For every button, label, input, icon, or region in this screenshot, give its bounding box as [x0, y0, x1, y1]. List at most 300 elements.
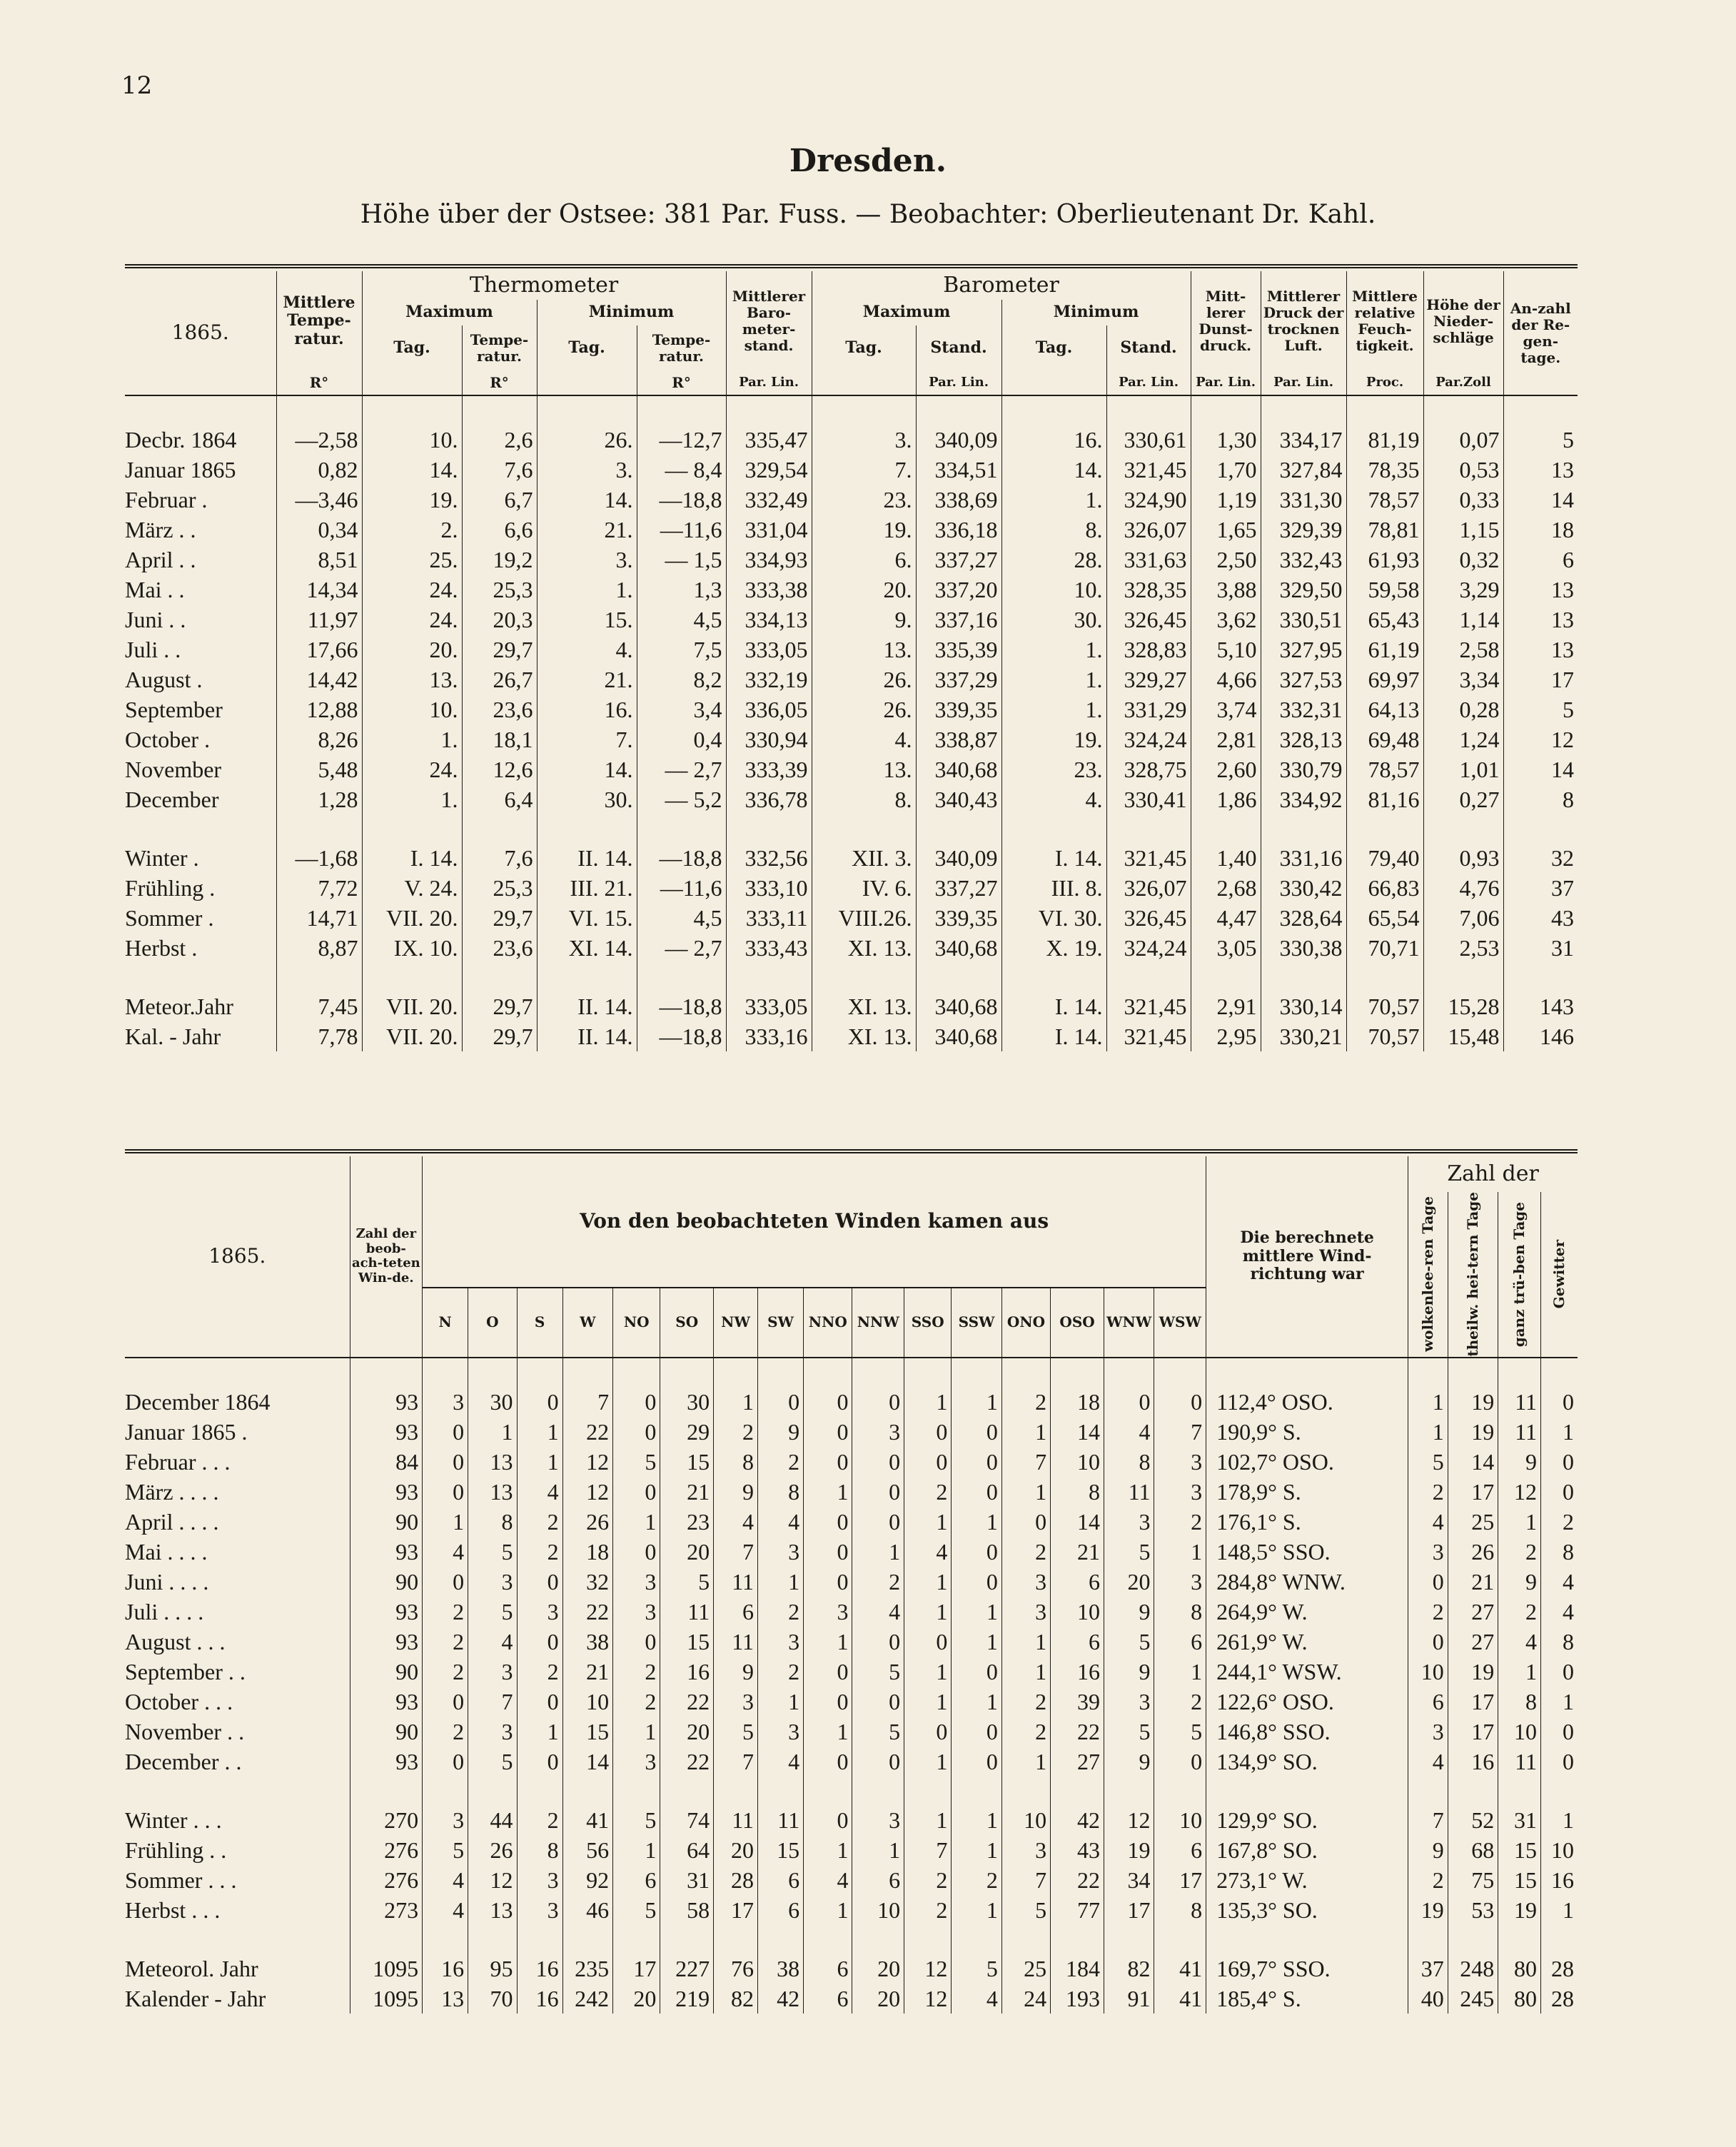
t1-month-cell: —12,7 — [637, 425, 726, 455]
t1-month-cell: 334,17 — [1261, 425, 1346, 455]
spacer-cell — [350, 1777, 422, 1805]
t1-month-cell: 65,43 — [1346, 605, 1423, 635]
t1-bmax-day-header: Tag. — [812, 325, 916, 371]
t2-month-cell: 3 — [613, 1747, 660, 1777]
spacer-cell — [1191, 963, 1261, 991]
t2-month-cell: 1 — [517, 1447, 562, 1477]
spacer-cell — [562, 1925, 613, 1954]
t1-season-cell: I. 14. — [1001, 843, 1106, 873]
t2-season-cell: 1 — [952, 1835, 1002, 1865]
spacer-cell — [726, 814, 812, 843]
t2-month-cell: 0 — [517, 1747, 562, 1777]
t2-month-cell: 39 — [1051, 1687, 1104, 1717]
spacer-cell — [1191, 395, 1261, 425]
t2-year-cell: 82 — [1104, 1954, 1154, 1984]
t2-month-cell: 0 — [1154, 1387, 1206, 1417]
t1-baro-max-header: Maximum — [812, 300, 1001, 325]
t2-month-cell: 4 — [517, 1477, 562, 1507]
t1-month-cell: 1. — [537, 575, 637, 605]
t2-dir-header: O — [468, 1288, 517, 1358]
t2-season-cell: 4 — [423, 1895, 468, 1925]
t2-month-cell: 0 — [1154, 1747, 1206, 1777]
spacer-cell — [1503, 395, 1578, 425]
t1-season-cell: 4,5 — [637, 903, 726, 933]
t2-season-cell: 273,1° W. — [1206, 1865, 1408, 1895]
spacer-cell — [276, 814, 362, 843]
spacer-cell — [1001, 1925, 1050, 1954]
t2-month-cell: 1 — [1001, 1747, 1050, 1777]
t2-month-cell: 9 — [1104, 1747, 1154, 1777]
t2-year-row — [125, 1954, 1578, 1984]
t2-year-cell: 28 — [1541, 1954, 1578, 1984]
t2-month-cell: 1 — [952, 1597, 1002, 1627]
t1-month-row-label: Juli . . — [125, 637, 181, 662]
t1-month-cell: 2,6 — [462, 425, 537, 455]
t2-year-header: 1865. — [125, 1156, 350, 1358]
t1-season-cell: 321,45 — [1106, 843, 1191, 873]
t1-month-cell: 7. — [537, 724, 637, 754]
t1-month-cell: 59,58 — [1346, 575, 1423, 605]
t2-season-cell: 0 — [804, 1805, 852, 1835]
t2-month-cell: 0 — [613, 1387, 660, 1417]
t2-month-cell: 0 — [804, 1507, 852, 1537]
t2-month-cell: 12 — [562, 1477, 613, 1507]
t2-month-cell: 11 — [714, 1627, 758, 1657]
t2-month-cell: 0 — [804, 1447, 852, 1477]
t1-year-cell: I. 14. — [1001, 991, 1106, 1021]
spacer-cell — [660, 1358, 714, 1387]
t1-month-cell: 2,58 — [1423, 635, 1503, 665]
t2-month-cell: 1 — [904, 1567, 952, 1597]
t1-month-cell: 328,75 — [1106, 754, 1191, 784]
t1-year-cell: 29,7 — [462, 991, 537, 1021]
t2-season-cell: 1 — [613, 1835, 660, 1865]
t2-month-cell: 4 — [1498, 1627, 1541, 1657]
spacer-row — [125, 395, 1578, 425]
t1-month-cell: 324,90 — [1106, 485, 1191, 515]
t2-month-cell: 7 — [1001, 1447, 1050, 1477]
t2-month-row — [125, 1687, 1578, 1717]
t1-month-cell: 3,88 — [1191, 575, 1261, 605]
t2-month-cell: 0 — [517, 1687, 562, 1717]
t2-season-cell: 31 — [660, 1865, 714, 1895]
t1-month-cell: 19,2 — [462, 545, 537, 575]
t1-month-cell: 334,92 — [1261, 784, 1346, 814]
t2-month-cell: 1 — [517, 1417, 562, 1447]
t1-month-cell: 14 — [1503, 485, 1578, 515]
t1-month-cell: 3. — [537, 455, 637, 485]
t2-month-cell: 2 — [613, 1657, 660, 1687]
t2-season-cell: 44 — [468, 1805, 517, 1835]
t2-season-cell: 77 — [1051, 1895, 1104, 1925]
t1-year-cell: XI. 13. — [812, 1021, 916, 1051]
t2-month-cell: 9 — [714, 1477, 758, 1507]
t2-month-cell: 176,1° S. — [1206, 1507, 1408, 1537]
t1-month-cell: 8. — [1001, 515, 1106, 545]
spacer-cell — [1206, 1925, 1408, 1954]
t2-month-cell: 22 — [562, 1597, 613, 1627]
t2-month-cell: 0 — [1541, 1477, 1578, 1507]
t2-month-cell: 3 — [517, 1597, 562, 1627]
t1-month-cell: 15. — [537, 605, 637, 635]
t1-year-cell: 340,68 — [916, 1021, 1001, 1051]
t1-season-cell: XI. 14. — [537, 933, 637, 963]
spacer-cell — [1001, 1358, 1050, 1387]
t1-month-cell: 328,35 — [1106, 575, 1191, 605]
t1-season-cell: 328,64 — [1261, 903, 1346, 933]
t2-season-cell: 16 — [1541, 1865, 1578, 1895]
t2-year-cell: 1095 — [350, 1954, 422, 1984]
t1-month-cell: 13 — [1503, 605, 1578, 635]
spacer-cell — [637, 395, 726, 425]
t1-season-cell: 324,24 — [1106, 933, 1191, 963]
t1-month-row — [125, 515, 1578, 545]
t2-month-row — [125, 1507, 1578, 1537]
t2-season-cell: 4 — [423, 1865, 468, 1895]
t1-month-cell: 333,39 — [726, 754, 812, 784]
t2-year-cell: 16 — [517, 1954, 562, 1984]
t2-month-cell: 21 — [1448, 1567, 1498, 1597]
t2-month-cell: 0 — [517, 1627, 562, 1657]
spacer-cell — [362, 395, 462, 425]
t2-month-cell: 2 — [1001, 1687, 1050, 1717]
spacer-cell — [276, 963, 362, 991]
t2-month-cell: 1 — [952, 1387, 1002, 1417]
t1-month-cell: 8,2 — [637, 665, 726, 694]
spacer-cell — [1498, 1777, 1541, 1805]
t1-month-cell: 3,62 — [1191, 605, 1261, 635]
climate-table — [125, 271, 1578, 1051]
spacer-cell — [1541, 1925, 1578, 1954]
t1-month-cell: 26. — [812, 665, 916, 694]
t2-month-cell: 3 — [1001, 1597, 1050, 1627]
t2-season-cell: 15 — [758, 1835, 804, 1865]
t1-month-cell: 334,13 — [726, 605, 812, 635]
t2-dir-header: OSO — [1051, 1288, 1104, 1358]
t2-season-cell: 5 — [613, 1805, 660, 1835]
t1-season-cell: 332,56 — [726, 843, 812, 873]
t1-month-cell: 328,13 — [1261, 724, 1346, 754]
t1-month-row-label: November — [125, 757, 222, 782]
t1-month-cell: 20,3 — [462, 605, 537, 635]
t2-month-row — [125, 1387, 1578, 1417]
t1-month-cell: 1. — [1001, 694, 1106, 724]
t2-month-cell: 18 — [562, 1537, 613, 1567]
t2-month-cell: 0 — [952, 1747, 1002, 1777]
t1-season-row-label: Sommer . — [125, 905, 214, 931]
t2-month-row-label: Juli . . . . — [125, 1598, 204, 1625]
t2-month-cell: 0 — [904, 1627, 952, 1657]
t1-year-cell: —18,8 — [637, 1021, 726, 1051]
t2-dir-header: NO — [613, 1288, 660, 1358]
t2-month-cell: 1 — [1001, 1417, 1050, 1447]
t1-month-cell: 0,32 — [1423, 545, 1503, 575]
t1-unit-humidity: Proc. — [1346, 371, 1423, 395]
t2-season-cell: 1 — [1541, 1895, 1578, 1925]
t2-month-row — [125, 1657, 1578, 1687]
t2-month-cell: 22 — [660, 1687, 714, 1717]
t1-month-cell: 14 — [1503, 754, 1578, 784]
t2-month-cell: 1 — [423, 1507, 468, 1537]
t2-season-cell: 167,8° SO. — [1206, 1835, 1408, 1865]
t2-year-cell: 41 — [1154, 1954, 1206, 1984]
t2-season-cell: 276 — [350, 1865, 422, 1895]
t2-season-cell: 2 — [1408, 1865, 1448, 1895]
t1-year-cell: VII. 20. — [362, 1021, 462, 1051]
t2-month-cell: 1 — [468, 1417, 517, 1447]
spacer-cell — [952, 1777, 1002, 1805]
spacer-cell — [1261, 814, 1346, 843]
t1-month-cell: 0,82 — [276, 455, 362, 485]
t1-month-cell: 330,51 — [1261, 605, 1346, 635]
t1-season-cell: V. 24. — [362, 873, 462, 903]
t2-month-cell: 0 — [1001, 1507, 1050, 1537]
t2-month-cell: 2 — [1154, 1507, 1206, 1537]
t1-month-cell: 6. — [812, 545, 916, 575]
spacer-cell — [1498, 1925, 1541, 1954]
t1-season-cell: —18,8 — [637, 843, 726, 873]
t2-month-cell: 264,9° W. — [1206, 1597, 1408, 1627]
t1-month-cell: —3,46 — [276, 485, 362, 515]
t1-season-cell: 326,07 — [1106, 873, 1191, 903]
t1-month-cell: 23. — [812, 485, 916, 515]
t2-season-cell: 75 — [1448, 1865, 1498, 1895]
t2-month-cell: 2 — [517, 1507, 562, 1537]
t1-month-row — [125, 665, 1578, 694]
t2-count-header: Zahl der beob-ach-teten Win-de. — [350, 1156, 422, 1358]
t2-month-cell: 4 — [758, 1747, 804, 1777]
t2-month-cell: 5 — [468, 1747, 517, 1777]
t1-month-cell: 78,57 — [1346, 754, 1423, 784]
spacer-cell — [637, 963, 726, 991]
t2-month-cell: 90 — [350, 1567, 422, 1597]
t2-month-cell: 19 — [1448, 1657, 1498, 1687]
t2-month-cell: 2 — [1154, 1687, 1206, 1717]
t2-month-cell: 1 — [758, 1687, 804, 1717]
t2-month-cell: 5 — [468, 1597, 517, 1627]
t1-month-cell: 1. — [1001, 665, 1106, 694]
t1-season-cell: 326,45 — [1106, 903, 1191, 933]
t1-month-cell: 4,66 — [1191, 665, 1261, 694]
t2-month-row-label: April . . . . — [125, 1508, 219, 1535]
t1-month-row-label: Juni . . — [125, 607, 186, 632]
t1-month-cell: 8,26 — [276, 724, 362, 754]
t1-year-cell: 330,14 — [1261, 991, 1346, 1021]
t1-month-row — [125, 455, 1578, 485]
t2-month-cell: 2 — [758, 1597, 804, 1627]
t1-month-cell: 23. — [1001, 754, 1106, 784]
t1-month-row-label: September — [125, 697, 223, 722]
t1-thermometer-header: Thermometer — [362, 271, 726, 300]
t2-month-cell: 7 — [714, 1537, 758, 1567]
t2-month-row-label: December . . — [125, 1748, 242, 1774]
t1-month-cell: 30. — [537, 784, 637, 814]
t1-month-cell: 331,63 — [1106, 545, 1191, 575]
t2-month-cell: 1 — [904, 1597, 952, 1627]
t1-season-cell: 32 — [1503, 843, 1578, 873]
t1-season-cell: 340,09 — [916, 843, 1001, 873]
climate-table-body — [125, 395, 1578, 1051]
spacer-cell — [350, 1925, 422, 1954]
t2-season-cell: 3 — [1001, 1835, 1050, 1865]
t2-month-cell: 1 — [952, 1507, 1002, 1537]
t1-month-cell: 6 — [1503, 545, 1578, 575]
t1-month-cell: 16. — [537, 694, 637, 724]
t1-month-cell: 329,27 — [1106, 665, 1191, 694]
t1-season-cell: 1,40 — [1191, 843, 1261, 873]
t1-year-cell: —18,8 — [637, 991, 726, 1021]
t2-month-cell: 2 — [1001, 1387, 1050, 1417]
t2-season-row — [125, 1865, 1578, 1895]
t1-unit-bmin: Par. Lin. — [1106, 371, 1191, 395]
t1-month-cell: 69,97 — [1346, 665, 1423, 694]
t1-year-row — [125, 991, 1578, 1021]
t1-month-cell: 13. — [812, 635, 916, 665]
t2-clear-days-header: wolkenlee-ren Tage — [1408, 1192, 1448, 1358]
t2-year-cell: 245 — [1448, 1984, 1498, 2014]
t2-month-cell: 16 — [1051, 1657, 1104, 1687]
t2-month-cell: 4 — [758, 1507, 804, 1537]
spacer-cell — [517, 1358, 562, 1387]
t1-month-cell: 1,28 — [276, 784, 362, 814]
spacer-cell — [1448, 1925, 1498, 1954]
t2-season-cell: 6 — [852, 1865, 904, 1895]
t2-season-cell: 8 — [1154, 1895, 1206, 1925]
t2-season-cell: 12 — [1104, 1805, 1154, 1835]
spacer-cell — [660, 1925, 714, 1954]
t2-season-cell: 26 — [468, 1835, 517, 1865]
t1-temp-max-header: Maximum — [362, 300, 537, 325]
t1-season-cell: 7,6 — [462, 843, 537, 873]
t1-year-cell: 146 — [1503, 1021, 1578, 1051]
t2-season-cell: 19 — [1408, 1895, 1448, 1925]
spacer-cell — [1408, 1358, 1448, 1387]
t2-month-cell: 1 — [1154, 1537, 1206, 1567]
t2-month-cell: 22 — [562, 1417, 613, 1447]
t2-month-cell: 4 — [1541, 1597, 1578, 1627]
t1-year-cell: II. 14. — [537, 1021, 637, 1051]
t2-year-cell: 41 — [1154, 1984, 1206, 2014]
spacer-cell — [1498, 1358, 1541, 1387]
t2-month-cell: 0 — [904, 1417, 952, 1447]
t2-month-cell: 0 — [852, 1507, 904, 1537]
spacer-cell — [1346, 963, 1423, 991]
t2-year-cell: 4 — [952, 1984, 1002, 2014]
t1-month-cell: 13 — [1503, 635, 1578, 665]
t1-month-cell: 18 — [1503, 515, 1578, 545]
t2-season-cell: 15 — [1498, 1835, 1541, 1865]
t1-month-cell: 4. — [812, 724, 916, 754]
t2-season-cell: 3 — [852, 1805, 904, 1835]
t2-month-cell: 4 — [852, 1597, 904, 1627]
t1-month-cell: 0,34 — [276, 515, 362, 545]
t2-month-cell: 0 — [613, 1477, 660, 1507]
t2-month-cell: 3 — [1154, 1477, 1206, 1507]
t2-year-cell: 193 — [1051, 1984, 1104, 2014]
t1-month-row-label: December — [125, 787, 219, 812]
spacer-cell — [758, 1925, 804, 1954]
t1-season-cell: 79,40 — [1346, 843, 1423, 873]
t1-month-cell: 26. — [537, 425, 637, 455]
t1-month-cell: 78,35 — [1346, 455, 1423, 485]
t2-season-cell: 3 — [517, 1895, 562, 1925]
t1-month-cell: 340,68 — [916, 754, 1001, 784]
spacer-cell — [952, 1925, 1002, 1954]
spacer-cell — [462, 395, 537, 425]
t1-month-cell: 6,7 — [462, 485, 537, 515]
t2-year-cell: 13 — [423, 1984, 468, 2014]
t2-month-cell: 10 — [562, 1687, 613, 1717]
t2-year-cell: 20 — [852, 1954, 904, 1984]
t2-month-cell: 146,8° SSO. — [1206, 1717, 1408, 1747]
t1-month-cell: 1. — [362, 724, 462, 754]
spacer-cell — [758, 1358, 804, 1387]
t2-dir-header: NNO — [804, 1288, 852, 1358]
t2-month-cell: 1 — [1154, 1657, 1206, 1687]
t1-month-cell: 2. — [362, 515, 462, 545]
t2-month-cell: 7 — [562, 1387, 613, 1417]
t2-month-cell: 5 — [852, 1657, 904, 1687]
t2-month-cell: 93 — [350, 1687, 422, 1717]
t1-month-cell: 4,5 — [637, 605, 726, 635]
t1-season-cell: 337,27 — [916, 873, 1001, 903]
t2-month-cell: 0 — [852, 1477, 904, 1507]
t1-season-row — [125, 933, 1578, 963]
t2-month-cell: 1 — [1001, 1627, 1050, 1657]
t2-month-cell: 3 — [1154, 1447, 1206, 1477]
t2-season-cell: 1 — [952, 1805, 1002, 1835]
t1-month-cell: 326,07 — [1106, 515, 1191, 545]
t2-month-cell: 18 — [1051, 1387, 1104, 1417]
t2-month-cell: 25 — [1448, 1507, 1498, 1537]
t1-month-cell: 10. — [362, 425, 462, 455]
t2-year-cell: 28 — [1541, 1984, 1578, 2014]
t2-year-cell: 70 — [468, 1984, 517, 2014]
t1-month-cell: 1,65 — [1191, 515, 1261, 545]
t2-month-cell: 1 — [904, 1507, 952, 1537]
t2-month-cell: 2 — [904, 1477, 952, 1507]
t1-month-cell: 337,20 — [916, 575, 1001, 605]
t2-month-cell: 8 — [714, 1447, 758, 1477]
t2-month-row — [125, 1747, 1578, 1777]
t2-month-row — [125, 1717, 1578, 1747]
t1-season-cell: I. 14. — [362, 843, 462, 873]
t1-month-cell: 1. — [1001, 635, 1106, 665]
t1-season-cell: VII. 20. — [362, 903, 462, 933]
spacer-cell — [1423, 395, 1503, 425]
t2-month-cell: 261,9° W. — [1206, 1627, 1408, 1657]
t1-month-cell: 0,28 — [1423, 694, 1503, 724]
t2-month-cell: 93 — [350, 1417, 422, 1447]
t1-month-cell: 30. — [1001, 605, 1106, 635]
t2-month-cell: 21 — [1051, 1537, 1104, 1567]
t2-month-cell: 0 — [517, 1387, 562, 1417]
spacer-cell — [468, 1358, 517, 1387]
table2-top-rule — [125, 1149, 1578, 1153]
t2-year-cell: 38 — [758, 1954, 804, 1984]
t2-season-cell: 28 — [714, 1865, 758, 1895]
t2-month-cell: 93 — [350, 1597, 422, 1627]
t2-mean-dir-header: Die berechnete mittlere Wind-richtung war — [1206, 1156, 1408, 1358]
t2-month-cell: 1 — [904, 1687, 952, 1717]
t2-month-cell: 190,9° S. — [1206, 1417, 1408, 1447]
t2-season-cell: 53 — [1448, 1895, 1498, 1925]
t2-month-cell: 1 — [1541, 1687, 1578, 1717]
spacer-cell — [952, 1358, 1002, 1387]
t1-unit-blank — [362, 371, 462, 395]
t1-unit-tmin: R° — [637, 371, 726, 395]
t1-month-cell: 19. — [362, 485, 462, 515]
